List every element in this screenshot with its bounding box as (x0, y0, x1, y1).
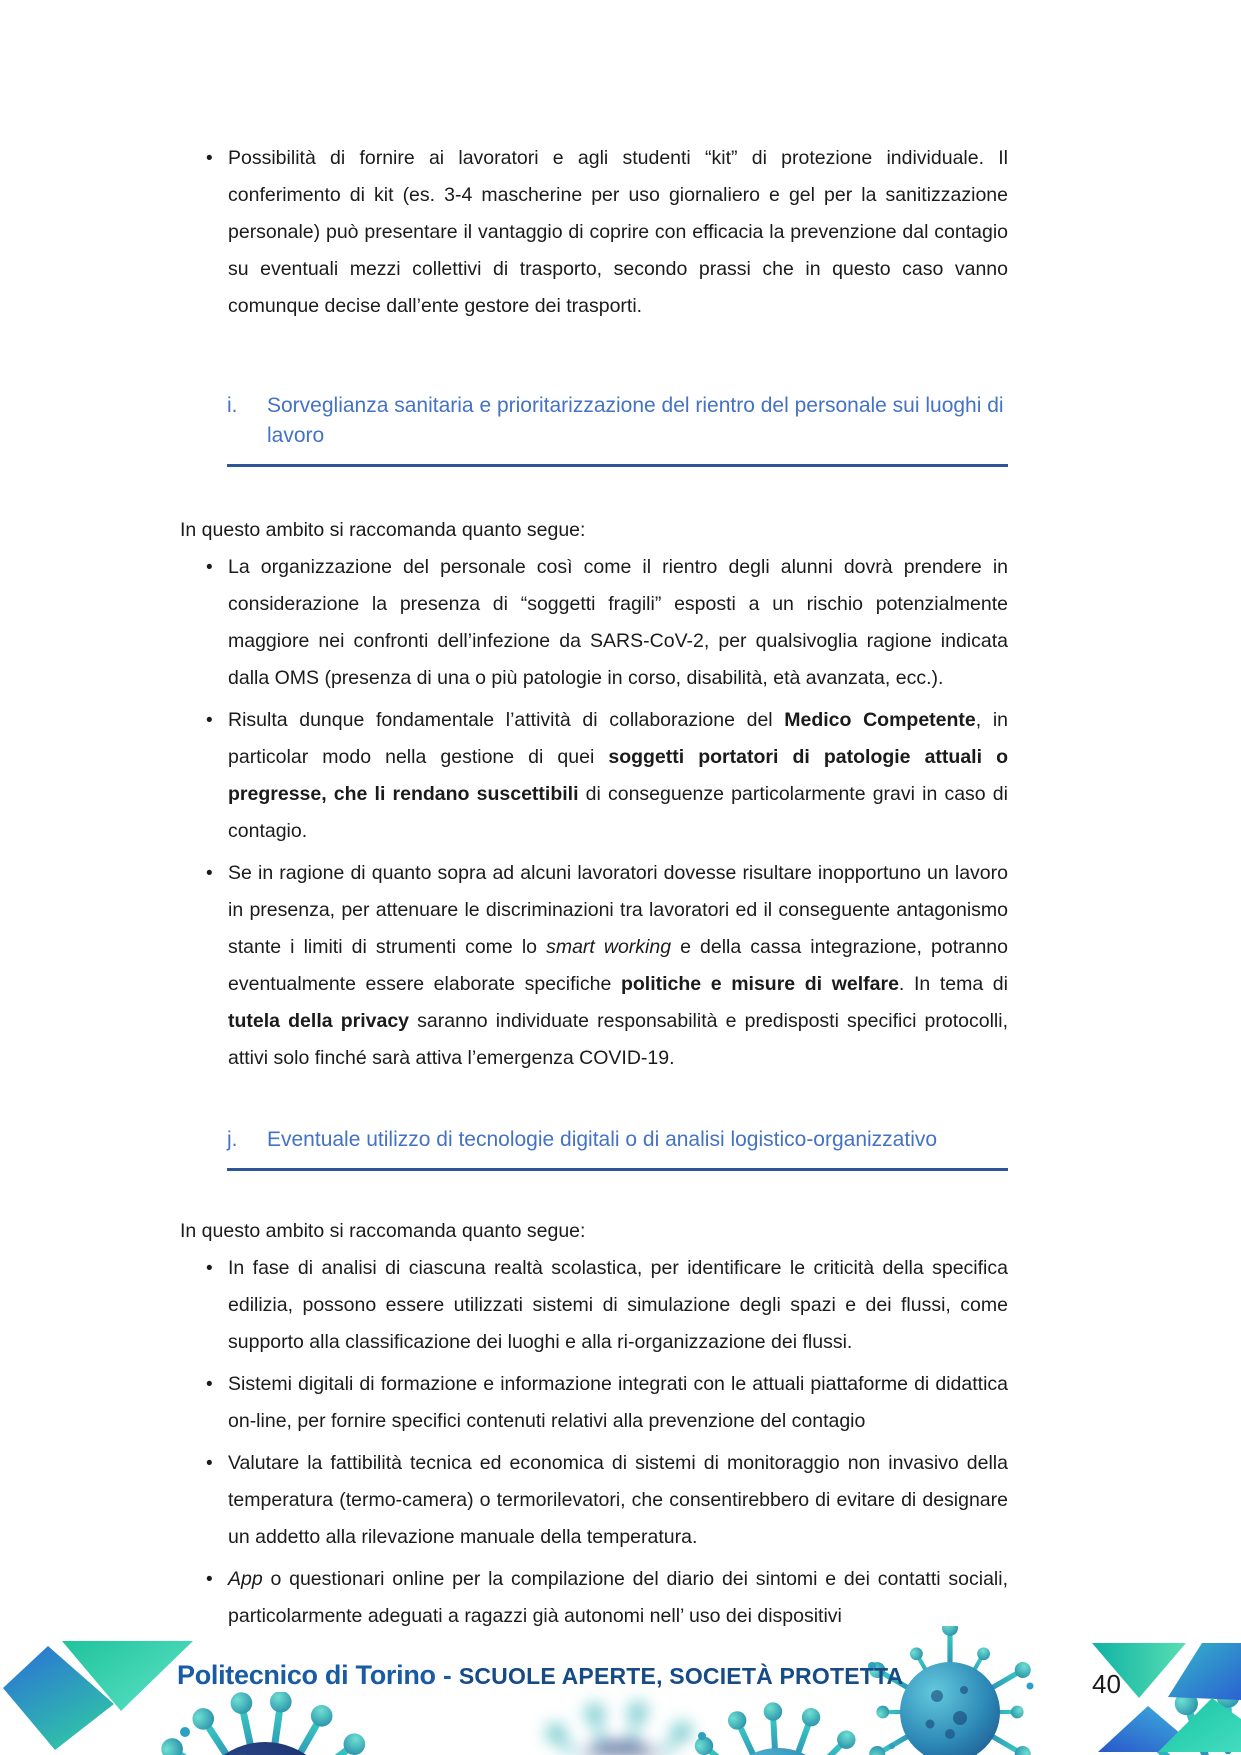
list-item (180, 1445, 1008, 1556)
section-heading-i (227, 391, 1008, 467)
list-item (180, 1561, 1008, 1635)
section-heading-j (227, 1125, 1008, 1171)
bullet-text: App o questionari online per la compilazione del diario dei sintomi e dei contatti sociali, particolarmente adeguati a ragazzi già autonomi nell’ uso dei dispositivi (228, 1568, 1008, 1627)
bullet-text: Possibilità di fornire ai lavoratori e agli studenti “kit” di protezione individuale. Il conferimento di kit (es. 3-4 mascherine per uso giornaliero e gel per la sanitizzazione personale) può presentare il vantaggio di coprire con efficacia la prevenzione dal contagio su eventuali mezzi collettivi di trasporto, secondo prassi che in questo caso vanno comunque decise dall’ente gestore dei trasporti. (228, 147, 1008, 317)
section-lead: In questo ambito si raccomanda quanto segue: (180, 519, 586, 541)
bullet-text: Valutare la fattibilità tecnica ed economica di sistemi di monitoraggio non invasivo della temperatura (termo-camera) o termorilevatori, che consentirebbero di evitare di designare un addetto alla rilevazione manuale della temperatura. (228, 1452, 1008, 1548)
list-item (180, 140, 1008, 325)
section-marker: j. (227, 1128, 238, 1151)
bullet-text: Risulta dunque fondamentale l’attività di collaborazione del Medico Competente, in particolar modo nella gestione di quei soggetti portatori di patologie attuali o pregresse, che li rendano suscettibili di conseguenze particolarmente gravi in caso di contagio. (228, 709, 1008, 842)
footer-brand (177, 1660, 903, 1691)
section-i-bullet-list (180, 549, 1008, 1077)
bullet-text: Se in ragione di quanto sopra ad alcuni lavoratori dovesse risultare inopportuno un lavoro in presenza, per attenuare le discriminazioni tra lavoratori ed il conseguente antagonismo stante i limiti di strumenti come lo smart working e della cassa integrazione, potranno eventualmente essere elaborate specifiche politiche e misure di welfare. In tema di tutela della privacy saranno individuate responsabilità e predisposti specifici protocolli, attivi solo finché sarà attiva l’emergenza COVID-19. (228, 862, 1009, 1069)
brand-name: Politecnico di Torino (177, 1660, 436, 1690)
list-item (180, 855, 1008, 1077)
bullet-text: La organizzazione del personale così come il rientro degli alunni dovrà prendere in considerazione la presenza di “soggetti fragili” esposti a un rischio potenzialmente maggiore nei confronti dell’infezione da SARS-CoV-2, per qualsivoglia ragione indicata dalla OMS (presenza di una o più patologie in corso, disabilità, età avanzata, ecc.). (228, 556, 1008, 689)
section-marker: i. (227, 394, 238, 417)
section-j-bullet-list (180, 1250, 1008, 1635)
bullet-text: In fase di analisi di ciascuna realtà scolastica, per identificare le criticità della specifica edilizia, possono essere utilizzati sistemi di simulazione degli spazi e dei flussi, come supporto alla classificazione dei luoghi e alla ri-organizzazione dei flussi. (228, 1257, 1008, 1353)
list-item (180, 1250, 1008, 1361)
list-item (180, 702, 1008, 850)
section-title: Sorveglianza sanitaria e prioritarizzazione del rientro del personale sui luoghi di lavoro (267, 394, 1004, 447)
section-lead: In questo ambito si raccomanda quanto segue: (180, 1220, 586, 1242)
section-title: Eventuale utilizzo di tecnologie digitali o di analisi logistico-organizzativo (267, 1128, 938, 1151)
brand-separator: - (435, 1660, 459, 1690)
page-number: 40 (1092, 1669, 1121, 1699)
brand-suffix: SCUOLE APERTE, SOCIETÀ PROTETTA (458, 1663, 904, 1689)
list-item (180, 549, 1008, 697)
intro-bullet-list (180, 140, 1008, 325)
politecnico-logo-left (0, 1638, 200, 1755)
list-item (180, 1366, 1008, 1440)
virus-icon (688, 1700, 868, 1755)
bullet-text: Sistemi digitali di formazione e informazione integrati con le attuali piattaforme di didattica on-line, per fornire specifici contenuti relativi alla prevenzione del contagio (228, 1373, 1008, 1432)
